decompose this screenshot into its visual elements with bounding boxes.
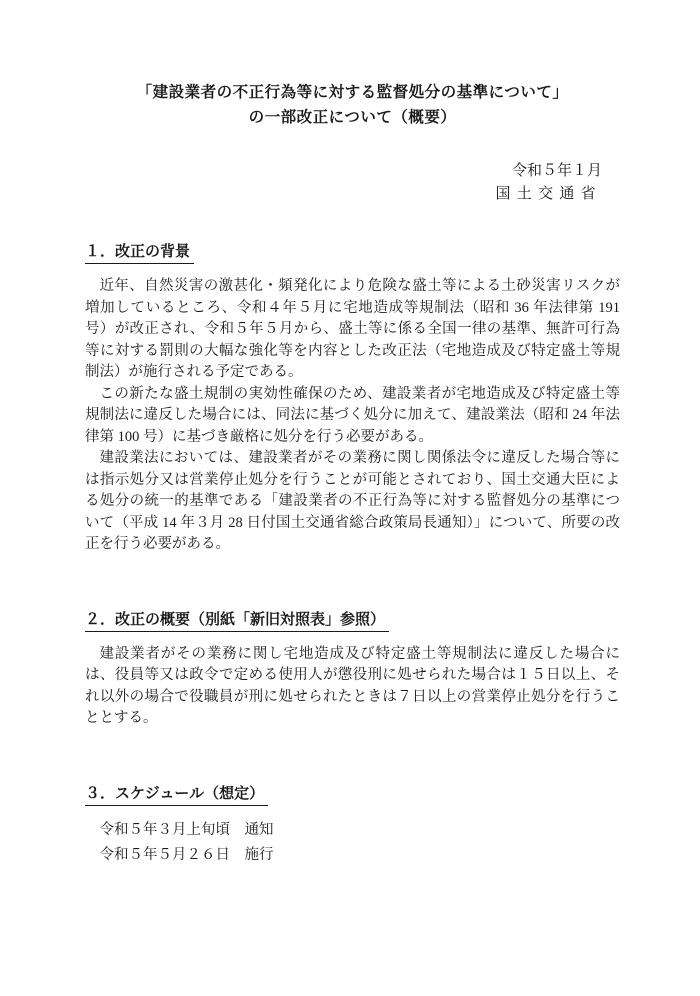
section-3-heading xyxy=(85,782,620,806)
section-overview xyxy=(85,608,620,730)
paragraph: この新たな盛土規制の実効性確保のため、建設業者が宅地造成及び特定盛土等規制法に違反した場合には、同法に基づく処分に加えて、建設業法（昭和 24 年法律第 100 号）に基づき厳格に処分を行う必要がある。 xyxy=(85,385,620,445)
section-background xyxy=(85,240,620,556)
section-2-body xyxy=(85,644,620,730)
paragraph: 建設業者がその業務に関し宅地造成及び特定盛土等規制法に違反した場合には、役員等又は政令で定める使用人が懲役刑に処せられた場合は１５日以上、それ以外の場合で役職員が刑に処せられたときは７日以上の営業停止処分を行うこととする。 xyxy=(85,645,620,726)
title-line-2: の一部改正について（概要） xyxy=(248,109,457,126)
organization-name: 国土交通省 xyxy=(495,186,602,202)
schedule-list xyxy=(85,818,620,868)
paragraph: 近年、自然災害の激甚化・頻発化により危険な盛土等による土砂災害リスクが増加しているところ、令和４年５月に宅地造成等規制法（昭和 36 年法律第 191 号）が改正され、令和５年５月から、盛土等に係る全国一律の基準、無許可行為等に対する罰則の大幅な強化等を内容とした改正法（宅地造成及び特定盛土等規制法）が施行される予定である。 xyxy=(85,278,620,380)
section-1-heading-text: １．改正の背景 xyxy=(85,240,194,264)
document-date: 令和５年１月 xyxy=(511,163,602,179)
document-title xyxy=(85,80,620,130)
meta-block xyxy=(85,160,620,206)
section-schedule xyxy=(85,782,620,868)
paragraph: 建設業法においては、建設業者がその業務に関し関係法令に違反した場合等には指示処分又は営業停止処分を行うことが可能とされており、国土交通大臣による処分の統一的基準である「建設業者の不正行為等に対する監督処分の基準について（平成 14 年３月 28 日付国土交通省総合政策局長通知）」について、所要の改正を行う必要がある。 xyxy=(85,450,620,552)
section-2-heading xyxy=(85,608,620,632)
section-3-heading-text: ３．スケジュール（想定） xyxy=(85,782,268,806)
schedule-line: 令和５年５月２６日 施行 xyxy=(99,846,274,863)
section-2-heading-text: ２．改正の概要（別紙「新旧対照表」参照） xyxy=(85,608,389,632)
section-1-body xyxy=(85,276,620,556)
section-1-heading xyxy=(85,240,620,264)
title-line-1: 「建設業者の不正行為等に対する監督処分の基準について」 xyxy=(136,84,569,101)
schedule-line: 令和５年３月上旬頃 通知 xyxy=(99,821,274,838)
